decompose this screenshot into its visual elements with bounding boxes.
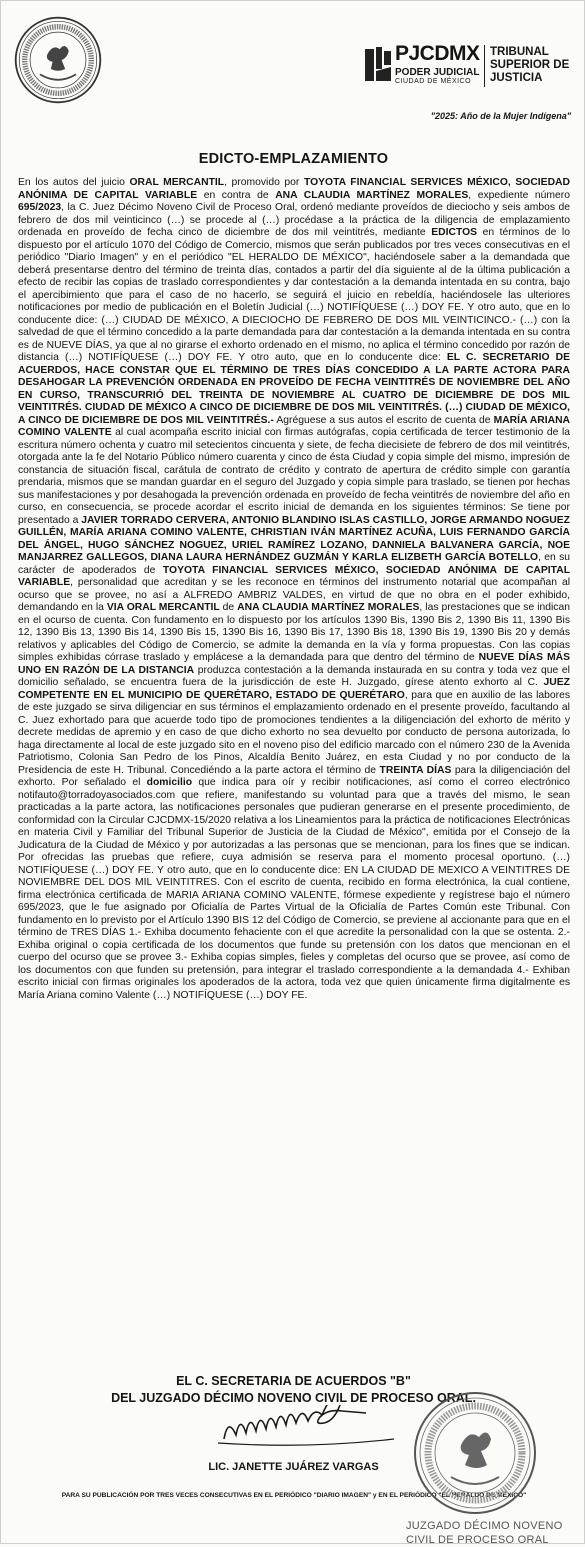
logo-city: CIUDAD DE MÉXICO (395, 78, 472, 85)
text-run: en términos de lo dispuesto por el artículo 1070 del Código de Comercio, mismos que serán publicados por tres veces consecutivas en el periódico "Diario Imagen" y en el periódico "EL HERALDO DE MÉXICO", haciéndosele saber a la demandada que deberá presentarse dentro del término de treinta días, contados a partir del día siguiente al de la última publicación a efecto de recibir las copias de traslado correspondientes y dar contestación a la demanda intentada en su contra, bajo el apercibimiento que para el caso de no hacerlo, se seguirá el juicio en rebeldía, haciéndosele las ulteriores notificaciones por medio de publicación en el Boletín Judicial (…) NOTIFÍQUESE (…) DOY FE. Y otro auto, que en lo conducente dice: (…) CIUDAD DE MÉXICO, A DIECIOCHO DE FEBRERO DE DOS MIL VEINTICINCO.- (…) con la salvedad de que el término concedido a la parte demandada para dar contestación a la demanda intentada en su contra es de NUEVE DÍAS, ya que al no girarse el exhorto ordenado en el mismo, no aplica el término concedido por razón de distancia (…) NOTIFÍQUESE (…) DOY FE. Y otro auto, que en lo conducente dice: (18, 227, 570, 363)
stamp-line-2: CIVIL DE PROCESO ORAL (406, 1534, 549, 1546)
court-seal-icon (393, 1385, 558, 1515)
bold-run: domicilio (146, 777, 193, 788)
bold-run: 695/2023 (18, 202, 62, 213)
bold-run: ORAL MERCANTIL (129, 177, 225, 188)
bold-run: TREINTA DÍAS (379, 764, 452, 776)
bold-run: EDICTOS (431, 227, 478, 238)
bold-run: ANA CLAUDIA MARTÍNEZ MORALES (275, 189, 469, 201)
text-run: , las prestaciones que se indican en el ocurso de cuenta. Con fundamento en lo dispuesto por los artículos 1390 Bis, 1390 Bis 2, 1390 Bis 11, 1390 Bis 12, 1390 Bis 13, 1390 Bis 14, 1390 Bis 15, 1390 Bis 16, 1390 Bis 17, 1390 Bis 18, 1390 Bis 19, 1390 Bis 20 y demás relativos y aplicables del Código de Comercio, se admite la demanda en la vía y forma propuestas. Con las copias simples exhibidas córrase traslado y emplácese a la demandada para que dentro del término de (18, 602, 570, 663)
bold-run: JAVIER TORRADO CERVERA, ANTONIO BLANDINO ISLAS CASTILLO, JORGE ARMANDO NOGUEZ GUILLÉN, MARÍA ARIANA COMINO VALENTE, CHRISTIAN IVÁN MARTÍNEZ ACUÑA, LUIS FERNANDO GARCÍA DEL ÁNGEL, HUGO SÁNCHEZ NOGUEZ, URIEL RAMÍREZ LOZANO, DANNIELA BALVANERA GARCÍA, NOE MANJARREZ GALLEGOS, DIANA LAURA HERNÁNDEZ GUZMÁN Y KARLA ELIZBETH GARCÍA BOTELLO (18, 514, 570, 563)
tsj-line-2: SUPERIOR DE (490, 59, 570, 71)
text-run: Agréguese a sus autos el escrito de cuenta de (273, 414, 494, 426)
text-run: en contra de (197, 189, 276, 201)
bold-run: JUEZ COMPETENTE EN EL MUNICIPIO DE QUERÉTARO, ESTADO DE QUERÉTARO (18, 677, 570, 701)
text-run: , la C. Juez Décimo Noveno Civil de Proceso Oral, ordenó mediante proveídos de dieciocho y seis ambos de febrero de dos mil veinticinco (…) se procede al (…) procédase a la práctica de la diligencia de emplazamiento ordenada en proveído de fecha cinco de diciembre de dos mil veintitrés, mediante (18, 202, 570, 238)
bold-run: MARÍA ARIANA COMINO VALENTE (18, 414, 571, 438)
text-run: , promovido por (224, 177, 304, 188)
pjcdmx-emblem-icon (363, 45, 393, 85)
text-run: , para que en auxilio de las labores de este juzgado se sirva diligenciar en sus términos el emplazamiento ordenado en el presente proveído, facultando al C. Juez exhortado para que acuerde todo tipo de promociones tendientes a la diligenciación del exhorto de mérito y decrete medidas de apremio y en caso de que dicho exhorto no sea devuelto por conducto de persona autorizada, lo haga directamente al local de este juzgado sito en el noveno piso del edificio marcado con el número 230 de la Avenida Patriotismo, Colonia San Pedro de los Pinos, Alcaldía Benito Juárez, en esta Ciudad y no por conducto de la Presidencia de este H. Tribunal. Concediéndo a la parte actora el término de (18, 689, 571, 776)
tsj-label (490, 46, 580, 85)
bold-run: VIA ORAL MERCANTIL (106, 602, 220, 613)
year-motto: "2025: Año de la Mujer Indígena" (430, 111, 571, 121)
signer-title-line-1: EL C. SECRETARIA DE ACUERDOS "B" (176, 1374, 411, 1388)
text-run: de (219, 602, 238, 613)
bold-run: TOYOTA FINANCIAL SERVICES MÉXICO, SOCIEDAD ANÓNIMA DE CAPITAL VARIABLE (18, 564, 571, 588)
edict-paragraph (18, 177, 570, 1002)
edict-body (18, 177, 570, 1002)
court-seal-icon (13, 15, 103, 105)
text-run: produzca contestación a la demanda instaurada en su contra y toda vez que el domicilio señalado, se encuentra fuera de la jurisdicción de este H. Juzgado, gírese atento exhorto al C. (18, 664, 570, 688)
stamp-line-1: JUZGADO DÉCIMO NOVENO (406, 1520, 563, 1532)
publication-note: PARA SU PUBLICACIÓN POR TRES VECES CONSECUTIVAS EN EL PERIÓDICO "DIARIO IMAGEN" y EN EL PERIÓDICO "EL HERALDO DE MÉXICO" (61, 1492, 527, 1499)
text-run: , expediente número (468, 189, 570, 201)
text-run: que indica para oír y recibir notificaciones, así como el correo electrónico notifauto@torradoyasociados.com que refiere, manifestando su voluntad para que a través del mismo, le sean practicadas a la parte actora, las notificaciones personales que pudieran generarse en el presente procedimiento, de conformidad con la Circular CJCDMX-15/2020 relativa a los Lineamientos para la práctica de notificaciones Electrónicas en materia Civil y Familiar del Tribunal Superior de Justicia de la Ciudad de México", emitida por el Consejo de la Judicatura de la Ciudad de México y por autorizadas a las personas que se mencionan, para los fines que se indican. Por ofrecidas las pruebas que refiere, cuya admisión se reserva para el momento procesal oportuno. (…) NOTIFÍQUESE (…) DOY FE. Y otro auto, que en lo conducente dice: EN LA CIUDAD DE MEXICO A VEINTITRES DE NOVIEMBRE DEL DOS MIL VEINTITRES. Con el escrito de cuenta, recibido en forma electrónica, la cual contiene, firma electrónica certificada de MARIA ARIANA COMINO VALENTE, fórmese expediente y regístrese bajo el número 695/2023, que le fue asignado por Oficialía de Partes Virtual de la Oficialía de Partes Común este Tribunal. Con fundamento en lo previsto por el Artículo 1390 BIS 12 del Código de Comercio, se previene al accionante para que en el término de TRES DÍAS 1.- Exhiba documento fehaciente con el que acredite la personalidad con la que se ostenta. 2.- Exhiba original o copia certificada de los documentos que funde su pretensión con los datos que mencionan en el cuerpo del ocurso que se provee 3.- Exhiba copias simples, fieles y completas del ocurso que se provee, así como de los documentos con que funden su pretensión, para integrar el traslado correspondiente a la demandada 4.- Exhiban escrito inicial con firmas originales los apoderados de la actora, toda vez que quien únicamente firma digitalmente es María Ariana comino Valente (…) NOTIFÍQUESE (…) DOY FE. (18, 777, 570, 1001)
bold-run: EL C. SECRETARIO DE ACUERDOS, HACE CONSTAR QUE EL TÉRMINO DE TRES DÍAS CONCEDIDO A LA PARTE ACTORA PARA DESAHOGAR LA PREVENCIÓN ORDENADA EN PROVEÍDO DE FECHA VEINTITRÉS DE NOVIEMBRE DEL AÑO EN CURSO, TRANSCURRIÓ DEL TREINTA DE NOVIEMBRE AL CUATRO DE DICIEMBRE DE DOS MIL VEINTITRÉS. CIUDAD DE MÉXICO A CINCO DE DICIEMBRE DE DOS MIL VEINTITRÉS. (…) CIUDAD DE MÉXICO, A CINCO DE DICIEMBRE DE DOS MIL VEINTITRÉS.- (18, 352, 570, 426)
logo-subtitle: PODER JUDICIAL (395, 67, 480, 78)
text-run: En los autos del juicio (18, 177, 130, 188)
bold-run: ANA CLAUDIA MARTÍNEZ MORALES (237, 602, 420, 613)
bold-run: TOYOTA FINANCIAL SERVICES MÉXICO, SOCIEDAD ANÓNIMA DE CAPITAL VARIABLE (18, 177, 570, 201)
text-run: al cual acompaña escrito inicial con firmas autógrafas, copia certificada de tercer testimonio de la escritura número ochenta y cuatro mil setecientos cincuenta y siete, de fecha diecisiete de febrero de dos mil veintitrés, otorgada ante la fe del Notario Público número cuarenta y cinco de ésta Ciudad y copia simple del mismo, impresión de constancia de situación fiscal, carátula de contrato de crédito y contrato de apertura de crédito simple con garantía prendaria, mismos que se mandan guardar en el seguro del Juzgado y copia simple para traslado, se tienen por hechas sus manifestaciones y por desahogada la prevención ordenada en proveído de fecha veintitrés de noviembre del año en curso, en consecuencia, se procede acordar el escrito inicial de demanda en los siguientes términos: Se tiene por presentado a (18, 427, 570, 526)
bold-run: NUEVE DÍAS MÁS UNO EN RAZÓN DE LA DISTANCIA (18, 652, 570, 676)
logo-divider (484, 45, 485, 87)
tsj-line-3: JUSTICIA (490, 72, 543, 84)
text-run: para la diligenciación del exhorto. Por señalado el (18, 764, 570, 788)
logo-name: PJCDMX (395, 42, 480, 65)
tsj-line-1: TRIBUNAL (490, 46, 549, 58)
text-run: , personalidad que acreditan y se les reconoce en términos del instrumento notarial que acompañan al ocurso que se provee, no así a ALFREDO AMBRIZ VALDES, en virtud de que no obra en el poder exhibido, demandando en la (18, 577, 570, 613)
text-run: , en su carácter de apoderados de (18, 552, 570, 576)
pjcdmx-logo (363, 43, 578, 93)
document-title: EDICTO-EMPLAZAMIENTO (198, 151, 389, 167)
court-stamp (406, 1519, 576, 1547)
signer-title-line-2: DEL JUZGADO DÉCIMO NOVENO CIVIL DE PROCESO ORAL. (111, 1391, 476, 1405)
handwritten-signature-icon (206, 1405, 406, 1453)
signer-name: LIC. JANETTE JUÁREZ VARGAS (208, 1461, 379, 1473)
